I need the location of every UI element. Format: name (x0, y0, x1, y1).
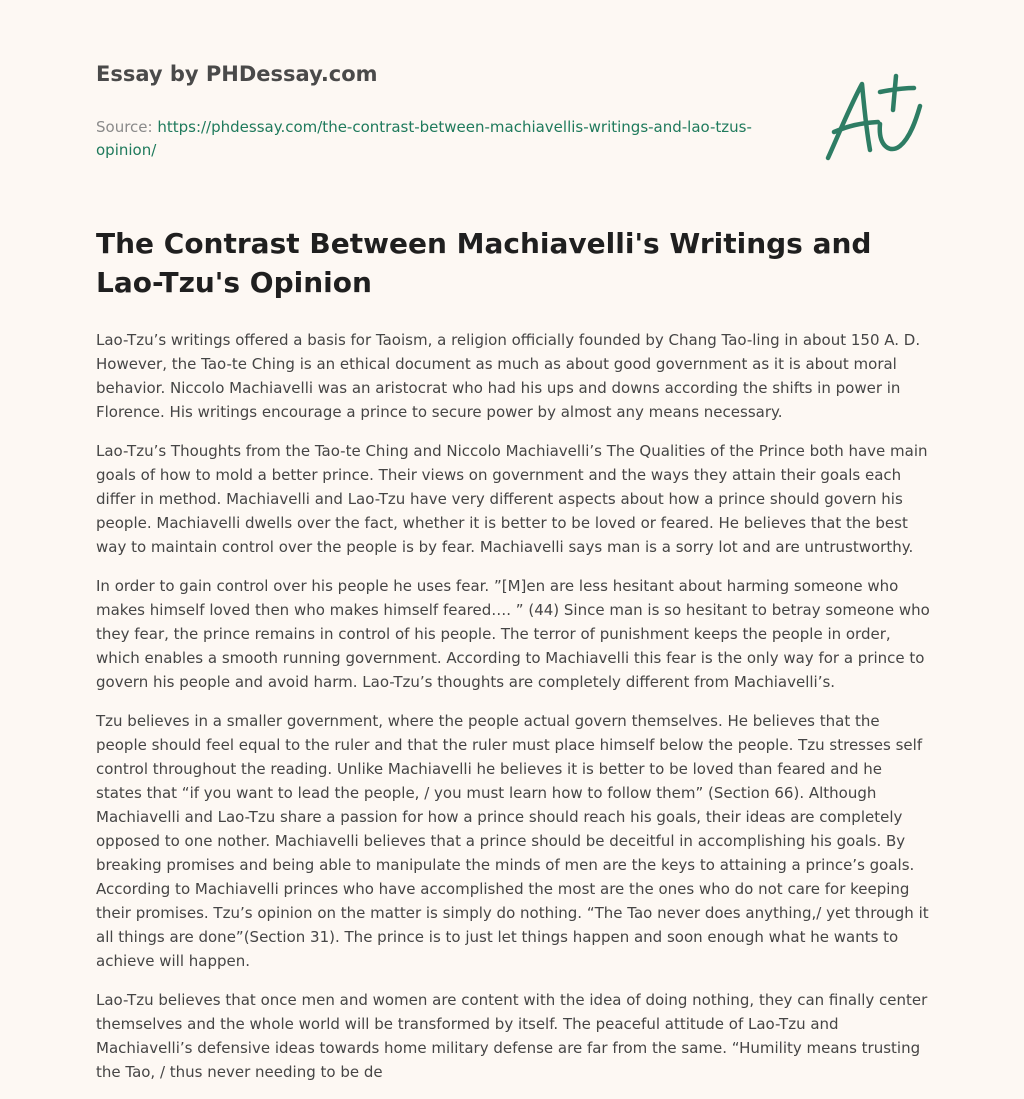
paragraph: In order to gain control over his people he uses fear. ”[M]en are less hesitant about harming someone who makes himself loved then who makes himself feared…. ” (44) Since man is so hesitant to betray someone who they fear, the prince remains in control of his people. The terror of punishment keeps the people in order, which enables a smooth running government. According to Machiavelli this fear is the only way for a prince to govern his people and avoid harm. Lao-Tzu’s thoughts are completely different from Machiavelli’s. (96, 577, 930, 691)
paragraph: Lao-Tzu’s writings offered a basis for Taoism, a religion officially founded by Chang Tao-ling in about 150 A. D. However, the Tao-te Ching is an ethical document as much as about good government as it is about moral behavior. Niccolo Machiavelli was an aristocrat who had his ups and downs according the shifts in power in Florence. His writings encourage a prince to secure power by almost any means necessary. (96, 331, 921, 421)
page-header (96, 62, 796, 162)
article-title: The Contrast Between Machiavelli's Writings and Lao-Tzu's Opinion (96, 227, 872, 299)
source-link[interactable]: https://phdessay.com/the-contrast-between-machiavellis-writings-and-lao-tzus-opinion/ (96, 118, 752, 159)
site-title: Essay by PHDessay.com (96, 62, 378, 86)
paragraph: Lao-Tzu’s Thoughts from the Tao-te Ching and Niccolo Machiavelli’s The Qualities of the Prince both have main goals of how to mold a better prince. Their views on government and the ways they attain their goals each differ in method. Machiavelli and Lao-Tzu have very different aspects about how a prince should govern his people. Machiavelli dwells over the fact, whether it is better to be loved or feared. He believes that the best way to maintain control over the people is by fear. Machiavelli says man is a sorry lot and are untrustworthy. (96, 442, 928, 556)
source-label: Source: (96, 118, 158, 136)
paragraph: Lao-Tzu believes that once men and women are content with the idea of doing nothing, they can finally center themselves and the whole world will be transformed by itself. The peaceful attitude of Lao-Tzu and Machiavelli’s defensive ideas towards home military defense are far from the same. “Humility means trusting the Tao, / thus never needing to be de (96, 991, 928, 1081)
a-plus-logo-icon (820, 66, 930, 166)
article (96, 224, 930, 1099)
paragraph: Tzu believes in a smaller government, where the people actual govern themselves. He believes that the people should feel equal to the ruler and that the ruler must place himself below the people. Tzu stresses self control throughout the reading. Unlike Machiavelli he believes it is better to be loved than feared and he states that “if you want to lead the people, / you must learn how to follow them” (Section 66). Although Machiavelli and Lao-Tzu share a passion for how a prince should reach his goals, their ideas are completely opposed to one nother. Machiavelli believes that a prince should be deceitful in accomplishing his goals. By breaking promises and being able to manipulate the minds of men are the keys to attaining a prince’s goals. According to Machiavelli princes who have accomplished the most are the ones who do not care for keeping their promises. Tzu’s opinion on the matter is simply do nothing. “The Tao never does anything,/ yet through it all things are done”(Section 31). The prince is to just let things happen and soon enough what he wants to achieve will happen. (96, 712, 929, 970)
source-line (96, 116, 796, 162)
